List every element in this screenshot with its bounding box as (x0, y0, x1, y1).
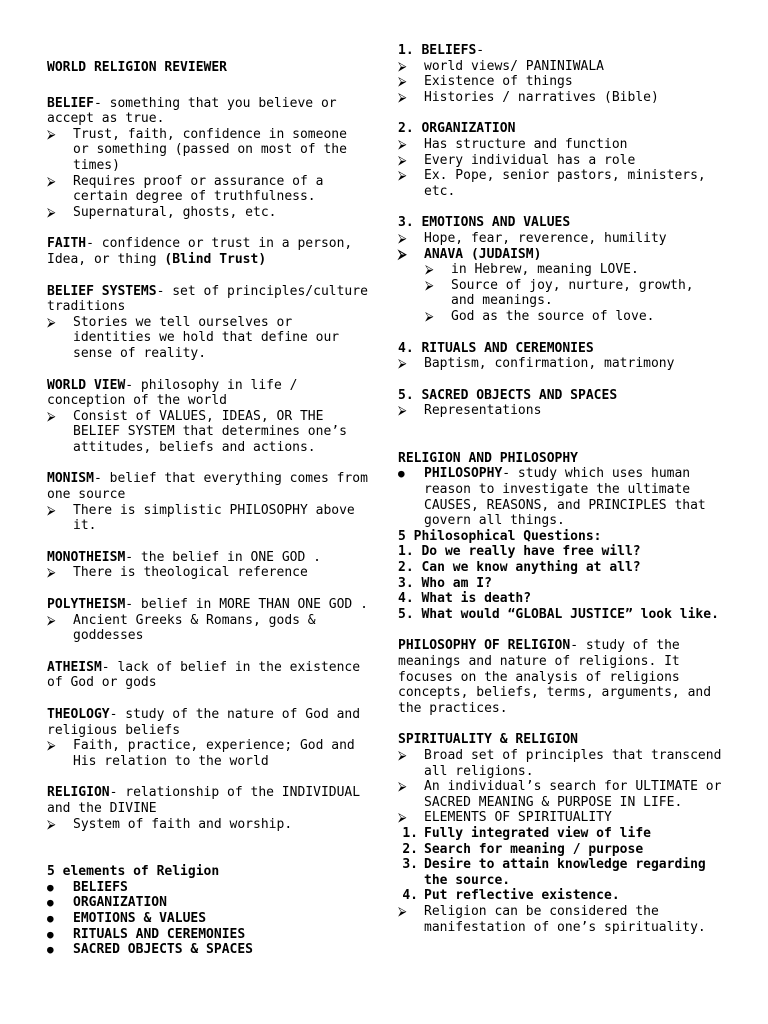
list-item (398, 153, 723, 169)
atheism-section (47, 660, 369, 691)
bullet-text: Stories we tell ourselves or identities we hold that define our sense of reality. (73, 314, 340, 361)
atheism-def: - lack of belief in the existence of God or gods (47, 659, 361, 691)
bullet-text: RITUALS AND CEREMONIES (73, 926, 246, 942)
list-item (398, 59, 723, 75)
belief-section (47, 96, 369, 221)
monotheism-section (47, 550, 369, 581)
arrow-bullet-icon: ⮚ (398, 58, 407, 73)
arrow-bullet-icon: ⮚ (47, 612, 56, 627)
philosophy-term: PHILOSOPHY (424, 466, 503, 482)
sacred-heading: 5. SACRED OBJECTS AND SPACES (398, 387, 618, 403)
belief-systems-def: - set of principles/culture traditions (47, 283, 368, 315)
list-item (47, 927, 369, 943)
list-item (398, 168, 723, 199)
bullet-text: world views/ PANINIWALA (424, 58, 605, 74)
arrow-bullet-icon: ⮚ (398, 810, 407, 825)
list-item (47, 911, 369, 927)
spacer (47, 848, 369, 864)
page-title: WORLD RELIGION REVIEWER (47, 60, 228, 75)
bullet-text: Trust, faith, confidence in someone or something (passed on most of the times) (73, 126, 347, 173)
belief-systems-section (47, 284, 369, 362)
monotheism-def: - the belief in ONE GOD . (125, 549, 321, 565)
philosophy-of-religion-def: - study of the meanings and nature of religions. It focuses on the analysis of religions concepts, beliefs, terms, arguments, and the practices. (398, 638, 712, 716)
item-text: Search for meaning / purpose (424, 841, 644, 857)
arrow-bullet-icon: ⮚ (398, 230, 407, 245)
list-item (398, 904, 723, 935)
questions-heading: 5 Philosophical Questions: (398, 528, 602, 544)
bullet-text: An individual’s search for ULTIMATE or SACRED MEANING & PURPOSE IN LIFE. (424, 779, 722, 810)
item-number: 2. (402, 841, 418, 857)
bullet-text: Requires proof or assurance of a certain degree of truthfulness. (73, 173, 324, 205)
bullet-dot-icon: ● (47, 927, 54, 941)
list-item (398, 779, 723, 810)
list-item (47, 205, 369, 221)
sub-list-item (425, 309, 723, 325)
faith-term: FAITH (47, 236, 87, 252)
list-item (47, 817, 369, 833)
question-item: 4. What is death? (398, 591, 532, 607)
bullet-text: Broad set of principles that transcend all religions. (424, 747, 722, 779)
organization-heading: 2. ORGANIZATION (398, 121, 516, 137)
bullet-text: There is simplistic PHILOSOPHY above it. (73, 502, 355, 534)
arrow-bullet-icon: ⮚ (425, 262, 434, 277)
list-item (398, 466, 723, 528)
religion-philosophy-heading: RELIGION AND PHILOSOPHY (398, 450, 579, 466)
world-view-term: WORLD VIEW (47, 377, 126, 393)
bullet-text: Every individual has a role (424, 152, 636, 168)
question-item: 1. Do we really have free will? (398, 544, 641, 560)
heading-suffix: - (476, 43, 485, 58)
rituals-heading: 4. RITUALS AND CEREMONIES (398, 340, 594, 356)
polytheism-def: - belief in MORE THAN ONE GOD . (125, 597, 368, 613)
bullet-text: SACRED OBJECTS & SPACES (73, 942, 254, 958)
arrow-bullet-icon: ⮚ (398, 779, 407, 794)
bullet-text: Histories / narratives (Bible) (424, 89, 659, 105)
question-item: 3. Who am I? (398, 575, 492, 591)
bullet-text: Religion can be considered the manifestation of one’s spirituality. (424, 903, 706, 935)
bullet-text: Hope, fear, reverence, humility (424, 230, 667, 246)
item-text: Desire to attain knowledge regarding the source. (424, 857, 706, 888)
religion-section (47, 785, 369, 832)
list-item (47, 503, 369, 534)
list-item (398, 810, 723, 826)
question-item: 2. Can we know anything at all? (398, 560, 641, 576)
bullet-text: Ancient Greeks & Romans, gods & goddesses (73, 612, 316, 644)
rituals-section (398, 341, 723, 372)
bullet-text: Representations (424, 403, 542, 419)
atheism-term: ATHEISM (47, 659, 102, 675)
arrow-bullet-icon: ⮚ (398, 903, 407, 918)
faith-note: (Blind Trust) (164, 251, 267, 267)
elements-section (47, 864, 369, 958)
world-view-section (47, 378, 369, 456)
philosophy-of-religion-section (398, 638, 723, 716)
organization-section (398, 121, 723, 199)
religion-def: - relationship of the INDIVIDUAL and the DIVINE (47, 785, 361, 816)
faith-def: - confidence or trust in a person, Idea, or thing (47, 236, 353, 267)
belief-def: - something that you believe or accept as true. (47, 95, 337, 127)
sub-list-item (425, 278, 723, 309)
item-text: Put reflective existence. (424, 888, 620, 904)
bullet-text: BELIEFS (73, 879, 128, 895)
arrow-bullet-icon: ⮚ (398, 136, 407, 151)
item-text: Fully integrated view of life (424, 825, 651, 841)
spirituality-section (398, 732, 723, 935)
emotions-section (398, 215, 723, 324)
list-item (47, 738, 369, 769)
bullet-text: There is theological reference (73, 565, 308, 581)
arrow-bullet-icon: ⮚ (47, 565, 56, 580)
spacer (398, 435, 723, 451)
arrow-bullet-icon: ⮚ (47, 816, 56, 831)
monism-term: MONISM (47, 471, 94, 487)
elements-heading: 5 elements of Religion (47, 864, 220, 880)
bullet-text: Baptism, confirmation, matrimony (424, 356, 675, 372)
arrow-bullet-icon: ⮚ (47, 408, 56, 423)
list-item (47, 174, 369, 205)
list-item (47, 880, 369, 896)
left-column (47, 60, 369, 958)
list-item (47, 613, 369, 644)
list-item (398, 231, 723, 247)
list-item (47, 127, 369, 174)
numbered-item (398, 826, 723, 842)
bullet-text: Faith, practice, experience; God and His relation to the world (73, 738, 355, 769)
arrow-bullet-icon: ⮚ (398, 403, 407, 418)
arrow-bullet-icon: ⮚ (47, 502, 56, 517)
beliefs-heading: 1. BELIEFS (398, 43, 477, 58)
item-number: 3. (402, 857, 418, 873)
belief-systems-term: BELIEF SYSTEMS (47, 283, 157, 299)
arrow-bullet-icon: ⮚ (398, 747, 407, 762)
list-item (47, 942, 369, 958)
bullet-dot-icon: ● (47, 896, 54, 910)
bullet-text: ELEMENTS OF SPIRITUALITY (424, 810, 612, 826)
arrow-bullet-icon: ⮚ (398, 168, 407, 183)
philosophy-of-religion-term: PHILOSOPHY OF RELIGION (398, 638, 571, 654)
bullet-dot-icon: ● (398, 467, 405, 481)
list-item (398, 137, 723, 153)
arrow-bullet-icon: ⮚ (47, 126, 56, 141)
theology-term: THEOLOGY (47, 707, 110, 722)
list-item (398, 90, 723, 106)
list-item (398, 356, 723, 372)
bullet-text: in Hebrew, meaning LOVE. (451, 262, 639, 278)
bullet-dot-icon: ● (47, 943, 54, 957)
list-item (47, 315, 369, 362)
anava-term: ANAVA (JUDAISM) (424, 246, 542, 262)
bullet-text: God as the source of love. (451, 308, 655, 324)
arrow-bullet-icon: ⮚ (425, 277, 434, 292)
list-item (398, 403, 723, 419)
bullet-text: Source of joy, nurture, growth, and meanings. (451, 277, 694, 309)
polytheism-term: POLYTHEISM (47, 597, 126, 613)
bullet-dot-icon: ● (47, 911, 54, 925)
religion-term: RELIGION (47, 785, 110, 801)
arrow-bullet-icon: ⮚ (398, 152, 407, 167)
list-item (47, 565, 369, 581)
question-item: 5. What would “GLOBAL JUSTICE” look like. (398, 606, 719, 622)
arrow-bullet-icon: ⮚ (425, 308, 434, 323)
list-item (398, 74, 723, 90)
right-column (398, 43, 723, 951)
world-view-def: - philosophy in life / conception of the world (47, 377, 298, 409)
bullet-text: ORGANIZATION (73, 895, 167, 911)
theology-def: - study of the nature of God and religious beliefs (47, 707, 361, 738)
bullet-text: Has structure and function (424, 136, 628, 152)
sacred-section (398, 388, 723, 419)
bullet-text: Existence of things (424, 74, 573, 90)
arrow-bullet-icon: ⮚ (398, 246, 407, 261)
list-item (398, 247, 723, 263)
philosophy-def: - study which uses human reason to investigate the ultimate CAUSES, REASONS, and PRINCIPLES that govern all things. (424, 466, 706, 529)
polytheism-section (47, 597, 369, 644)
numbered-item (398, 888, 723, 904)
list-item (398, 748, 723, 779)
bullet-text: System of faith and worship. (73, 816, 293, 832)
monism-section (47, 471, 369, 533)
faith-section (47, 236, 369, 267)
arrow-bullet-icon: ⮚ (398, 74, 407, 89)
spirituality-heading: SPIRITUALITY & RELIGION (398, 732, 579, 748)
item-number: 4. (402, 888, 418, 904)
numbered-item (398, 857, 723, 888)
sub-list-item (425, 262, 723, 278)
monism-def: - belief that everything comes from one source (47, 471, 368, 503)
bullet-text: Ex. Pope, senior pastors, ministers, etc. (424, 168, 706, 199)
item-number: 1. (402, 825, 418, 841)
bullet-text: EMOTIONS & VALUES (73, 910, 207, 926)
monotheism-term: MONOTHEISM (47, 549, 126, 565)
numbered-item (398, 842, 723, 858)
arrow-bullet-icon: ⮚ (47, 173, 56, 188)
theology-section (47, 707, 369, 769)
arrow-bullet-icon: ⮚ (398, 356, 407, 371)
arrow-bullet-icon: ⮚ (47, 204, 56, 219)
arrow-bullet-icon: ⮚ (47, 738, 56, 753)
beliefs-section (398, 43, 723, 105)
arrow-bullet-icon: ⮚ (47, 314, 56, 329)
emotions-heading: 3. EMOTIONS AND VALUES (398, 215, 571, 231)
list-item (47, 895, 369, 911)
bullet-dot-icon: ● (47, 880, 54, 894)
belief-term: BELIEF (47, 95, 94, 111)
bullet-text: Consist of VALUES, IDEAS, OR THE BELIEF SYSTEM that determines one’s attitudes, beliefs and actions. (73, 408, 347, 455)
arrow-bullet-icon: ⮚ (398, 89, 407, 104)
list-item (47, 409, 369, 456)
religion-philosophy-section (398, 451, 723, 623)
bullet-text: Supernatural, ghosts, etc. (73, 204, 277, 220)
